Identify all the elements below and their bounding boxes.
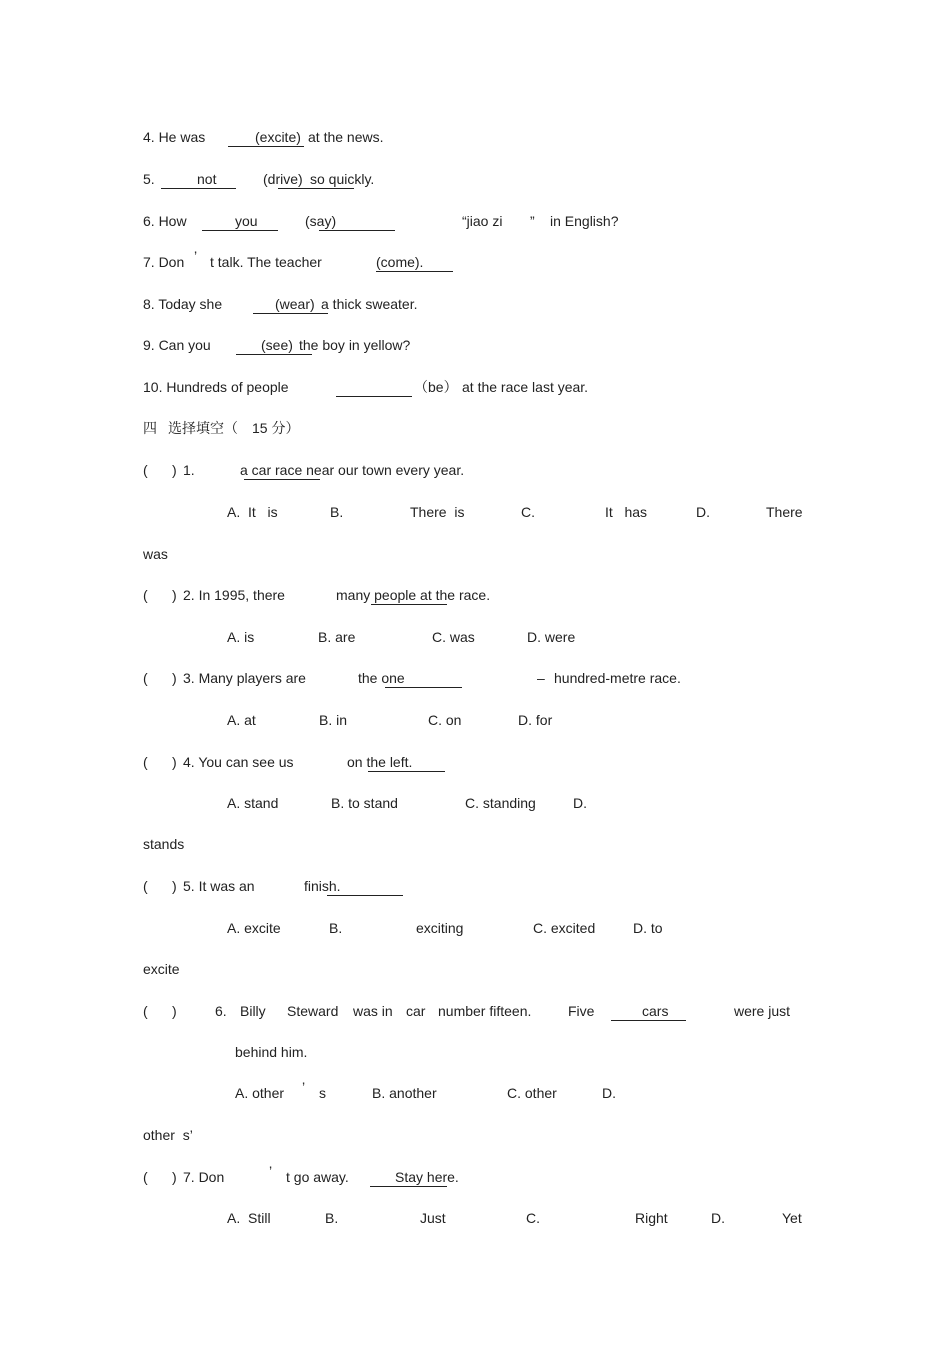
- verb-hint: (see): [261, 337, 293, 353]
- option-d-continued: other s’: [143, 1127, 193, 1143]
- question-5: [0, 876, 950, 896]
- item-text: “jiao zi: [462, 213, 503, 229]
- item-text: a thick sweater.: [321, 296, 418, 312]
- answer-bracket-close[interactable]: ): [172, 754, 177, 770]
- answer-blank[interactable]: [368, 771, 445, 772]
- item-text: 5.: [143, 171, 155, 187]
- item-text: ”: [530, 213, 535, 229]
- question-2-options: [0, 627, 950, 647]
- item-text: at the race last year.: [462, 379, 589, 395]
- option-a[interactable]: A. stand: [227, 795, 279, 811]
- item-text: 8. Today she: [143, 296, 223, 312]
- option-b[interactable]: B. another: [372, 1085, 437, 1101]
- verb-hint: (come).: [376, 254, 424, 270]
- question-5-overflow: [0, 959, 950, 979]
- item-text: t talk. The teacher: [210, 254, 322, 270]
- question-stem: car: [406, 1003, 426, 1019]
- answer-blank[interactable]: [385, 687, 462, 688]
- answer-bracket-close[interactable]: ): [172, 462, 177, 478]
- question-stem: Five: [568, 1003, 595, 1019]
- fill-item-4: [0, 127, 950, 147]
- option-d-text[interactable]: Yet: [782, 1210, 802, 1226]
- option-c[interactable]: C. excited: [533, 920, 596, 936]
- question-stem: 4. You can see us: [183, 754, 294, 770]
- item-text: 6. How: [143, 213, 187, 229]
- answer-bracket-open[interactable]: (: [143, 1169, 148, 1185]
- question-stem: 1.: [183, 462, 195, 478]
- fill-item-6: [0, 211, 950, 231]
- question-stem: Stay here.: [395, 1169, 459, 1185]
- option-a[interactable]: A. is: [227, 629, 255, 645]
- question-stem: a car race near our town every year.: [240, 462, 465, 478]
- option-b[interactable]: B. in: [319, 712, 348, 728]
- verb-hint: (wear): [275, 296, 315, 312]
- option-a-suffix: s: [319, 1085, 326, 1101]
- option-a[interactable]: A. Still: [227, 1210, 271, 1226]
- question-stem: cars: [642, 1003, 669, 1019]
- question-5-options: [0, 918, 950, 938]
- option-c-label[interactable]: C.: [521, 504, 535, 520]
- verb-hint: (drive): [263, 171, 303, 187]
- item-text: at the news.: [308, 129, 384, 145]
- question-1: [0, 460, 950, 480]
- question-stem: 6.: [215, 1003, 227, 1019]
- option-d[interactable]: D. for: [518, 712, 553, 728]
- answer-blank[interactable]: [327, 895, 403, 896]
- answer-bracket-open[interactable]: (: [143, 878, 148, 894]
- answer-bracket-close[interactable]: ): [172, 587, 177, 603]
- answer-bracket-open[interactable]: (: [143, 670, 148, 686]
- question-stem: Steward: [287, 1003, 339, 1019]
- option-b-label[interactable]: B.: [330, 504, 344, 520]
- option-d-label[interactable]: D.: [696, 504, 710, 520]
- question-7: [0, 1163, 950, 1187]
- option-c-text[interactable]: Right: [635, 1210, 668, 1226]
- option-a[interactable]: A. at: [227, 712, 256, 728]
- option-c[interactable]: C. on: [428, 712, 462, 728]
- option-d-continued: excite: [143, 961, 180, 977]
- question-3-options: [0, 710, 950, 730]
- answer-bracket-close[interactable]: ): [172, 1169, 177, 1185]
- item-text: 9. Can you: [143, 337, 211, 353]
- question-stem: was in: [353, 1003, 393, 1019]
- question-stem: 5. It was an: [183, 878, 255, 894]
- question-4-overflow: [0, 834, 950, 854]
- item-text: 7. Don: [143, 254, 185, 270]
- question-6-overflow: [0, 1125, 950, 1145]
- option-c[interactable]: C. standing: [465, 795, 536, 811]
- fill-item-10: [0, 377, 950, 397]
- answer-bracket-open[interactable]: (: [143, 1003, 148, 1019]
- option-a[interactable]: A. excite: [227, 920, 281, 936]
- option-d-text[interactable]: There: [766, 504, 803, 520]
- fill-item-5: [0, 169, 950, 189]
- option-b-text[interactable]: exciting: [416, 920, 464, 936]
- question-stem: 2. In 1995, there: [183, 587, 285, 603]
- option-b[interactable]: B. to stand: [331, 795, 398, 811]
- option-d[interactable]: D. were: [527, 629, 576, 645]
- question-6-continuation: [0, 1042, 950, 1062]
- option-d-label[interactable]: D.: [602, 1085, 616, 1101]
- fill-item-8: [0, 294, 950, 314]
- answer-bracket-open[interactable]: (: [143, 754, 148, 770]
- section-score: 15 分）: [252, 420, 300, 436]
- question-7-options: [0, 1208, 950, 1228]
- question-4-options: [0, 793, 950, 813]
- option-d-continued: was: [143, 546, 168, 562]
- question-1-overflow: [0, 544, 950, 564]
- question-stem: number fifteen.: [438, 1003, 532, 1019]
- item-text: 4. He was: [143, 129, 206, 145]
- verb-hint: (excite): [255, 129, 301, 145]
- answer-word: you: [235, 213, 258, 229]
- question-stem: many people at the race.: [336, 587, 491, 603]
- option-d-continued: stands: [143, 836, 185, 852]
- answer-blank[interactable]: [319, 230, 395, 231]
- question-6-options: [0, 1079, 950, 1103]
- option-c[interactable]: C. was: [432, 629, 475, 645]
- section-heading: [0, 418, 950, 438]
- option-b-label[interactable]: B.: [329, 920, 343, 936]
- verb-hint: （be）: [414, 379, 458, 395]
- question-6: [0, 1001, 950, 1021]
- question-4: [0, 752, 950, 772]
- question-stem: behind him.: [235, 1044, 308, 1060]
- option-b-text[interactable]: There is: [410, 504, 465, 520]
- apostrophe: ’: [194, 248, 198, 264]
- question-stem: 3. Many players are: [183, 670, 306, 686]
- item-text: in English?: [550, 213, 619, 229]
- option-d[interactable]: D. to: [633, 920, 663, 936]
- fill-item-7: [0, 248, 950, 272]
- question-stem: finish.: [304, 878, 341, 894]
- question-stem: on the left.: [347, 754, 413, 770]
- apostrophe: ’: [302, 1079, 306, 1095]
- question-3: [0, 668, 950, 688]
- question-stem: 7. Don: [183, 1169, 225, 1185]
- option-b-label[interactable]: B.: [325, 1210, 339, 1226]
- option-d-label[interactable]: D.: [573, 795, 587, 811]
- answer-blank[interactable]: [336, 396, 412, 397]
- item-text: so quickly.: [310, 171, 375, 187]
- answer-blank[interactable]: [376, 271, 453, 272]
- dash: –: [537, 670, 545, 686]
- option-b-text[interactable]: Just: [420, 1210, 446, 1226]
- item-text: the boy in yellow?: [299, 337, 411, 353]
- answer-bracket-open[interactable]: (: [143, 462, 148, 478]
- question-2: [0, 585, 950, 605]
- option-a[interactable]: A. other: [235, 1085, 285, 1101]
- question-stem: hundred-metre race.: [554, 670, 681, 686]
- question-1-options: [0, 502, 950, 522]
- option-b[interactable]: B. are: [318, 629, 356, 645]
- apostrophe: ’: [269, 1163, 273, 1179]
- question-stem: the one: [358, 670, 405, 686]
- option-a[interactable]: A. It is: [227, 504, 278, 520]
- answer-bracket-close[interactable]: ): [172, 878, 177, 894]
- option-c-label[interactable]: C.: [526, 1210, 540, 1226]
- question-stem: t go away.: [286, 1169, 349, 1185]
- section-title: 选择填空（: [168, 420, 238, 436]
- answer-word: not: [197, 171, 217, 187]
- option-c-text[interactable]: It has: [605, 504, 648, 520]
- fill-item-9: [0, 335, 950, 355]
- section-number: 四: [143, 420, 157, 436]
- answer-bracket-close[interactable]: ): [172, 1003, 177, 1019]
- option-c[interactable]: C. other: [507, 1085, 557, 1101]
- question-stem: were just: [734, 1003, 791, 1019]
- answer-bracket-open[interactable]: (: [143, 587, 148, 603]
- option-d-label[interactable]: D.: [711, 1210, 725, 1226]
- answer-bracket-close[interactable]: ): [172, 670, 177, 686]
- question-stem: Billy: [240, 1003, 266, 1019]
- verb-hint: (say): [305, 213, 337, 229]
- item-text: 10. Hundreds of people: [143, 379, 289, 395]
